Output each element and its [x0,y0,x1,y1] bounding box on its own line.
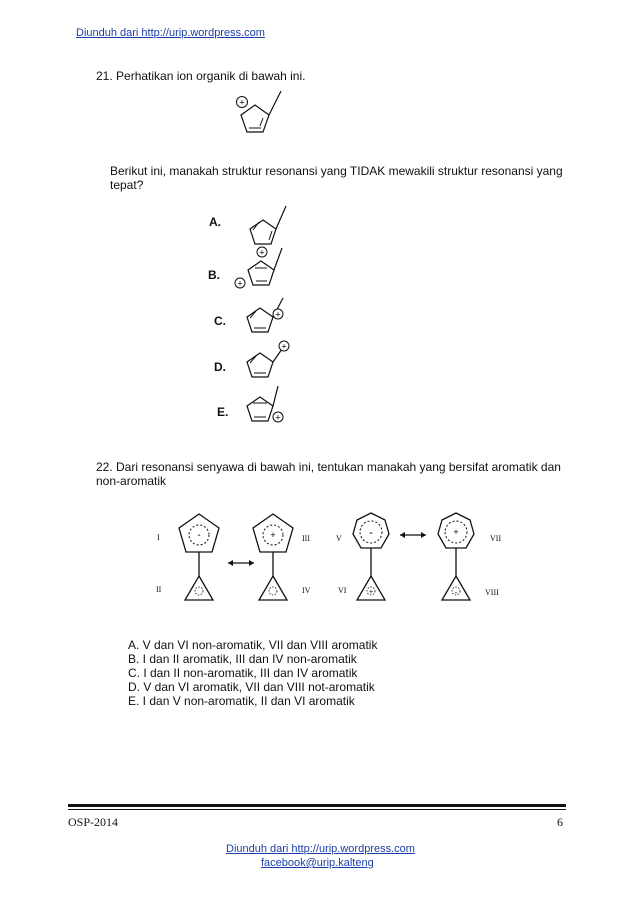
option-label-b[interactable]: B. [208,268,220,282]
answer-a[interactable]: A. V dan VI non-aromatik, VII dan VIII aromatik [128,638,378,652]
option-label-d[interactable]: D. [214,360,226,374]
svg-text:-: - [197,530,201,541]
svg-text:+: + [281,341,287,352]
footer-exam-code: OSP-2014 [68,815,119,829]
svg-text:+: + [275,309,281,320]
svg-text:+: + [368,589,374,596]
svg-text:+: + [270,530,276,540]
structure-v-vi [342,508,402,608]
q21-charge: + [239,97,245,108]
svg-text:-: - [369,527,373,539]
label-ii: II [156,585,162,594]
q22-prompt: 22. Dari resonansi senyawa di bawah ini, tentukan manakah yang bersifat aromatik dan non-aromatik [96,460,561,488]
label-v: V [336,534,342,543]
option-label-c[interactable]: C. [214,314,226,328]
svg-text:+: + [275,412,281,423]
resonance-arrow-2 [398,530,428,540]
svg-text:+: + [453,527,459,537]
footer-rule-thin [68,809,566,810]
structure-iii-iv [244,508,304,608]
footer-source-link[interactable]: Diunduh dari http://urip.wordpress.com [226,843,415,855]
header-source-link[interactable]: Diunduh dari http://urip.wordpress.com [76,27,265,39]
label-vi: VI [338,586,347,595]
option-d-structure [238,340,298,390]
label-iii: III [302,534,310,543]
answer-e[interactable]: E. I dan V non-aromatik, II dan VI aromatik [128,694,355,708]
option-label-a[interactable]: A. [209,215,221,229]
label-vii: VII [490,534,502,543]
answer-c[interactable]: C. I dan II non-aromatik, III dan IV aromatik [128,666,358,680]
label-viii: VIII [485,588,499,597]
q21-prompt: 21. Perhatikan ion organik di bawah ini. [96,69,306,83]
q21-question: Berikut ini, manakah struktur resonansi yang TIDAK mewakili struktur resonansi yang tepat? [110,164,563,192]
option-c-structure [238,296,298,346]
answer-b[interactable]: B. I dan II aromatik, III dan IV non-aromatik [128,652,357,666]
structure-vii-viii [427,508,487,608]
option-b-structure [226,246,296,301]
option-e-structure [238,384,298,434]
svg-text:-: - [454,588,458,597]
footer-page-number: 6 [557,815,563,829]
svg-text:+: + [259,247,265,258]
footer-rule-thick [68,804,566,807]
structure-i-ii [170,508,230,608]
footer-facebook-link[interactable]: facebook@urip.kalteng [261,857,374,869]
label-iv: IV [302,586,311,595]
svg-text:+: + [237,278,243,289]
label-i: I [157,533,160,542]
answer-d[interactable]: D. V dan VI aromatik, VII dan VIII not-aromatik [128,680,375,694]
option-label-e[interactable]: E. [217,405,229,419]
q21-cation-structure [225,85,295,150]
